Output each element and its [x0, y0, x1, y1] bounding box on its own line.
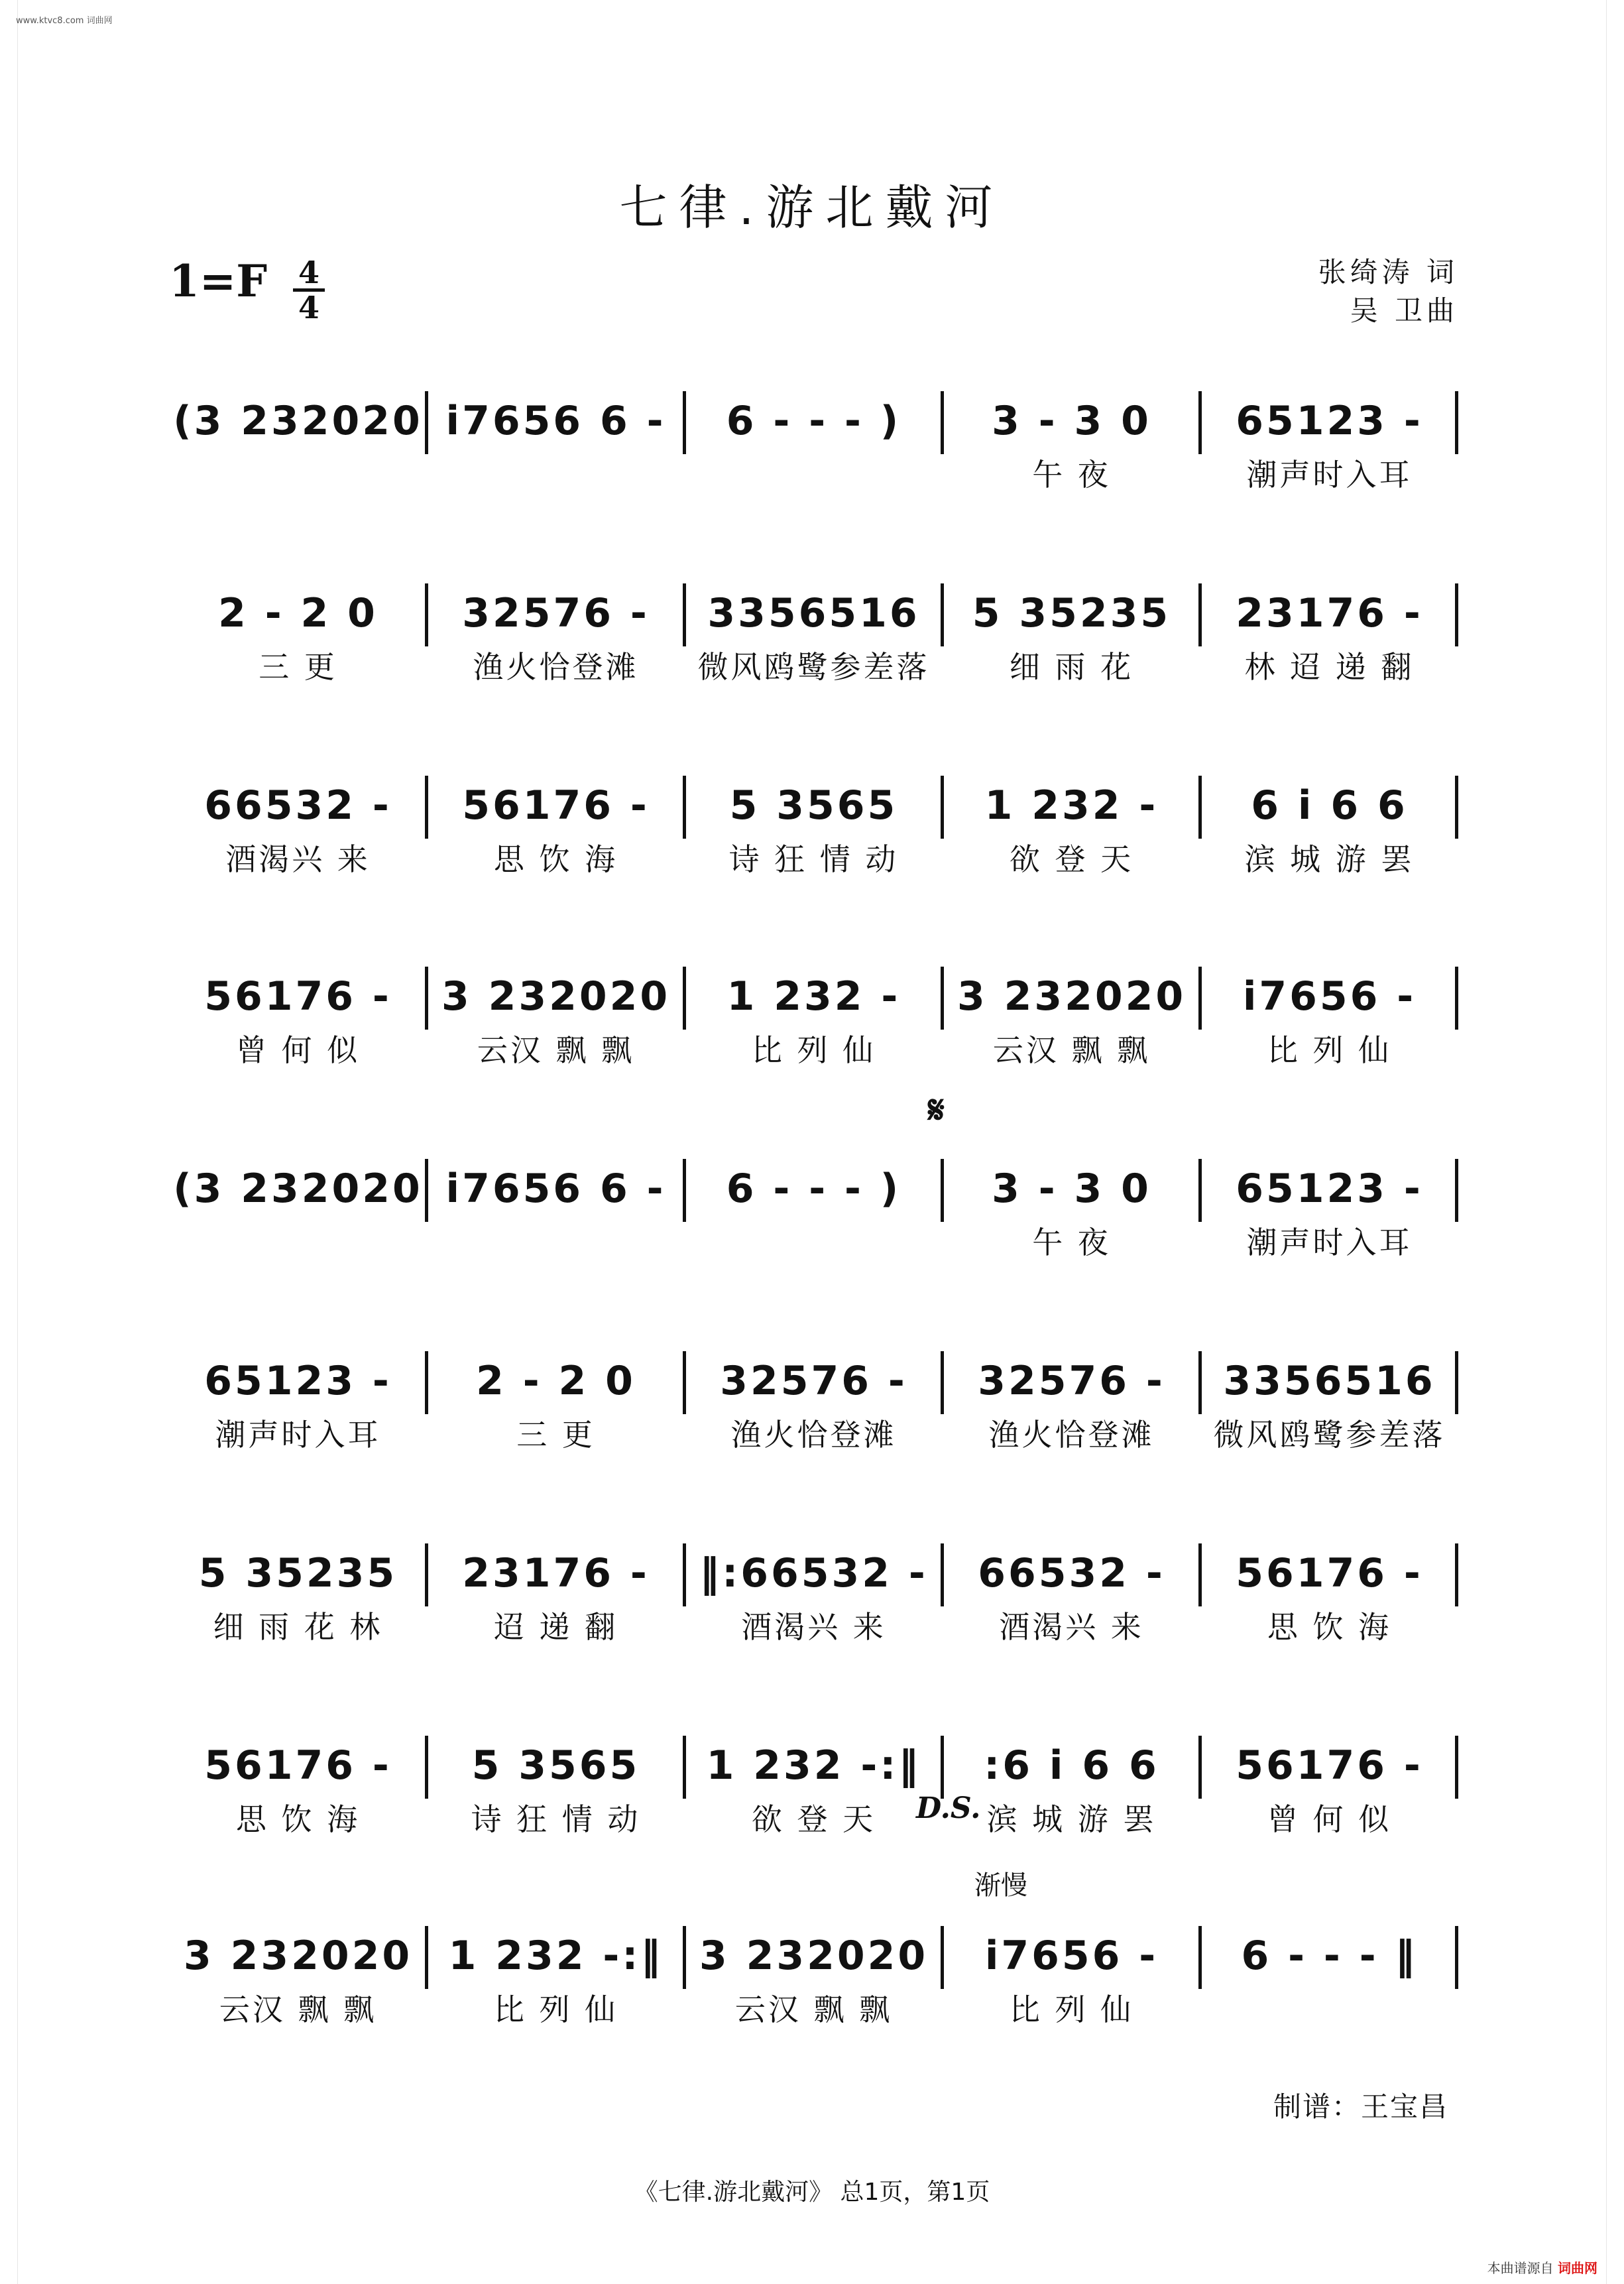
score-system: [169, 756, 1458, 908]
measure: [943, 1716, 1200, 1868]
score-system: [169, 1716, 1458, 1868]
measure-lyrics: 诗 狂 情 动: [728, 841, 899, 877]
measure-notes: ‖:66532 -: [699, 1550, 928, 1596]
measure-notes: 3 232020: [699, 1933, 929, 1979]
barline: [1455, 776, 1458, 839]
measure-notes: 1 232 -: [726, 973, 901, 1020]
right-margin-strip: [1606, 0, 1624, 2284]
measure-notes: 1 232 -:‖: [706, 1742, 921, 1789]
measure: [943, 756, 1200, 908]
measure-notes: 3356516: [1223, 1358, 1436, 1404]
score-system: [169, 1139, 1458, 1292]
measure-notes: 32576 -: [462, 590, 650, 636]
barline: [1455, 583, 1458, 646]
measure-lyrics: [685, 450, 943, 496]
measure-notes: 3 232020: [957, 973, 1187, 1020]
measure-lyrics: 迢 递 翻: [493, 1609, 618, 1645]
measure: [943, 1331, 1200, 1484]
barline: [1455, 1543, 1458, 1606]
measure-lyrics: 滨 城 游 罢: [1244, 841, 1415, 877]
measure-lyrics: [169, 1217, 427, 1264]
measure-notes: 56176 -: [204, 1742, 392, 1789]
measure-lyrics: [685, 1217, 943, 1264]
measure-notes: 23176 -: [462, 1550, 650, 1596]
measure-notes: 56176 -: [1236, 1742, 1423, 1789]
measure-notes: 1 232 -:‖: [448, 1933, 664, 1979]
measure-notes: 66532 -: [978, 1550, 1165, 1596]
measure-lyrics: 细 雨 花: [1009, 649, 1134, 685]
arranger-credit: 制谱：王宝昌: [1273, 2090, 1448, 2123]
measure-lyrics: 午 夜: [1032, 1225, 1111, 1260]
barline: [1455, 1926, 1458, 1989]
measure: [1200, 1716, 1458, 1868]
measure-lyrics: 思 饮 海: [235, 1801, 361, 1837]
measure-notes: 65123 -: [1236, 398, 1423, 444]
measure-notes: 23176 -: [1236, 590, 1423, 636]
measure-notes: 56176 -: [462, 782, 650, 829]
measure: [1200, 1906, 1458, 2059]
measure: [169, 1716, 427, 1868]
measure-lyrics: 微风鸥鹭参差落: [697, 649, 930, 685]
measure-notes: 6 - - - ): [726, 1166, 901, 1212]
measure-lyrics: 潮声时入耳: [215, 1417, 381, 1453]
measure: [427, 371, 685, 524]
measure-lyrics: 比 列 仙: [1009, 1992, 1134, 2027]
measure-lyrics: 午 夜: [1032, 457, 1111, 493]
measure-lyrics: 渔火恰登滩: [988, 1417, 1155, 1453]
measure-notes: 3 232020: [441, 973, 671, 1020]
composer-credit: 吴 卫曲: [1350, 294, 1458, 327]
measure-notes: 2 - 2 0: [218, 590, 378, 636]
key-signature: 1=F: [169, 255, 268, 307]
measure: [685, 1139, 943, 1292]
measure: [169, 1331, 427, 1484]
measure-lyrics: 比 列 仙: [493, 1992, 618, 2027]
measure: [427, 1331, 685, 1484]
measure-notes: (3 232020: [173, 1166, 423, 1212]
measure-notes: 1 232 -: [984, 782, 1159, 829]
measure-lyrics: 微风鸥鹭参差落: [1213, 1417, 1446, 1453]
measure-notes: 6 i 6 6: [1251, 782, 1408, 829]
barline: [1455, 1736, 1458, 1799]
time-signature-numerator: 4: [298, 255, 319, 290]
measure: [169, 1139, 427, 1292]
measure: [1200, 1139, 1458, 1292]
measure: [427, 1716, 685, 1868]
measure-notes: i7656 6 -: [445, 398, 666, 444]
measure: [685, 1906, 943, 2059]
left-margin-strip: [0, 0, 18, 2284]
tempo-marking: 渐慢: [974, 1870, 1027, 1901]
measure-lyrics: [1200, 1984, 1458, 2031]
segno-mark: 𝄋: [928, 1087, 945, 1132]
measure-notes: 56176 -: [1236, 1550, 1423, 1596]
measure-notes: 3 - 3 0: [992, 1166, 1151, 1212]
measure-lyrics: 酒渴兴 来: [741, 1609, 886, 1645]
measure: [169, 1906, 427, 2059]
site-watermark-bottom: [1487, 2257, 1597, 2277]
page-footer: 《七律.游北戴河》 总1页，第1页: [634, 2179, 990, 2206]
measure-lyrics: 诗 狂 情 动: [471, 1801, 641, 1837]
measure-notes: 32576 -: [978, 1358, 1165, 1404]
measure-lyrics: 潮声时入耳: [1246, 1225, 1413, 1260]
measure-notes: 3 - 3 0: [992, 398, 1151, 444]
watermark-text: 本曲谱源自: [1487, 2260, 1554, 2276]
measure: [1200, 564, 1458, 716]
measure-notes: 3356516: [707, 590, 920, 636]
measure-lyrics: 云汉 飘 飘: [219, 1992, 377, 2027]
measure-notes: i7656 -: [1242, 973, 1417, 1020]
time-signature-denominator: 4: [298, 290, 319, 326]
measure-lyrics: [427, 450, 685, 496]
measure-lyrics: 思 饮 海: [1267, 1609, 1392, 1645]
measure-lyrics: 滨 城 游 罢: [986, 1801, 1157, 1837]
measure: [427, 1139, 685, 1292]
measure: [685, 756, 943, 908]
measure: [943, 564, 1200, 716]
time-signature: [293, 255, 325, 326]
measure: [1200, 371, 1458, 524]
barline: [1455, 1159, 1458, 1222]
measure: [169, 1524, 427, 1676]
score-system: [169, 564, 1458, 716]
measure-lyrics: 云汉 飘 飘: [477, 1032, 635, 1068]
measure: [685, 1524, 943, 1676]
measure-lyrics: 酒渴兴 来: [999, 1609, 1144, 1645]
measure: [943, 1139, 1200, 1292]
measure-lyrics: 林 迢 递 翻: [1244, 649, 1415, 685]
measure-lyrics: 比 列 仙: [1267, 1032, 1392, 1068]
credits: [1318, 253, 1458, 330]
measure: [943, 371, 1200, 524]
measure: [685, 1331, 943, 1484]
measure-lyrics: 酒渴兴 来: [225, 841, 371, 877]
measure: [1200, 756, 1458, 908]
barline: [1455, 391, 1458, 454]
measure-notes: i7656 6 -: [445, 1166, 666, 1212]
measure-lyrics: [427, 1217, 685, 1264]
measure-lyrics: 云汉 飘 飘: [734, 1992, 893, 2027]
measure-notes: 5 35235: [198, 1550, 398, 1596]
measure-lyrics: 曾 何 似: [235, 1032, 361, 1068]
measure-lyrics: 细 雨 花 林: [213, 1609, 383, 1645]
measure-lyrics: 渔火恰登滩: [730, 1417, 897, 1453]
score-system: [169, 371, 1458, 524]
measure-lyrics: 欲 登 天: [751, 1801, 876, 1837]
measure-notes: i7656 -: [984, 1933, 1159, 1979]
score-system: [169, 1524, 1458, 1676]
measure: [1200, 1524, 1458, 1676]
barline: [1455, 1351, 1458, 1414]
measure: [685, 564, 943, 716]
measure-notes: 6 - - - ): [726, 398, 901, 444]
measure-lyrics: 渔火恰登滩: [473, 649, 639, 685]
score-system: [169, 947, 1458, 1099]
measure-notes: 56176 -: [204, 973, 392, 1020]
measure: [427, 1524, 685, 1676]
measure: [943, 1906, 1200, 2059]
measure-notes: 5 3565: [471, 1742, 640, 1789]
measure-lyrics: 欲 登 天: [1009, 841, 1134, 877]
measure: [685, 371, 943, 524]
site-watermark-top: www.ktvc8.com 词曲网: [16, 16, 113, 26]
measure: [685, 1716, 943, 1868]
measure: [427, 756, 685, 908]
measure: [1200, 947, 1458, 1099]
measure-notes: 65123 -: [204, 1358, 392, 1404]
measure-notes: 2 - 2 0: [476, 1358, 636, 1404]
measure-notes: 3 232020: [183, 1933, 413, 1979]
ds-mark: D.S.: [916, 1791, 981, 1825]
measure: [427, 564, 685, 716]
measure: [169, 756, 427, 908]
measure-notes: 32576 -: [720, 1358, 907, 1404]
measure-lyrics: 比 列 仙: [751, 1032, 876, 1068]
lyricist-credit: 张绮涛 词: [1318, 256, 1458, 288]
measure-notes: 5 35235: [972, 590, 1171, 636]
song-title: 七律.游北戴河: [619, 180, 1005, 235]
barline: [1455, 967, 1458, 1030]
measure: [169, 564, 427, 716]
measure-lyrics: 潮声时入耳: [1246, 457, 1413, 493]
score-system: [169, 1331, 1458, 1484]
measure-lyrics: 思 饮 海: [493, 841, 618, 877]
measure-lyrics: 云汉 飘 飘: [992, 1032, 1151, 1068]
measure-notes: 66532 -: [204, 782, 392, 829]
measure: [427, 947, 685, 1099]
measure: [943, 947, 1200, 1099]
measure-notes: 6 - - - ‖: [1241, 1933, 1418, 1979]
measure: [685, 947, 943, 1099]
measure-notes: :6 i 6 6: [984, 1742, 1159, 1789]
measure: [427, 1906, 685, 2059]
measure-lyrics: [169, 450, 427, 496]
measure: [943, 1524, 1200, 1676]
watermark-brand: 词曲网: [1558, 2260, 1597, 2276]
measure-lyrics: 曾 何 似: [1267, 1801, 1392, 1837]
measure: [169, 371, 427, 524]
score-system: [169, 1906, 1458, 2059]
measure-lyrics: 三 更: [516, 1417, 595, 1453]
measure-notes: 5 3565: [729, 782, 898, 829]
measure: [1200, 1331, 1458, 1484]
measure-lyrics: 三 更: [259, 649, 337, 685]
measure-notes: (3 232020: [173, 398, 423, 444]
measure: [169, 947, 427, 1099]
measure-notes: 65123 -: [1236, 1166, 1423, 1212]
